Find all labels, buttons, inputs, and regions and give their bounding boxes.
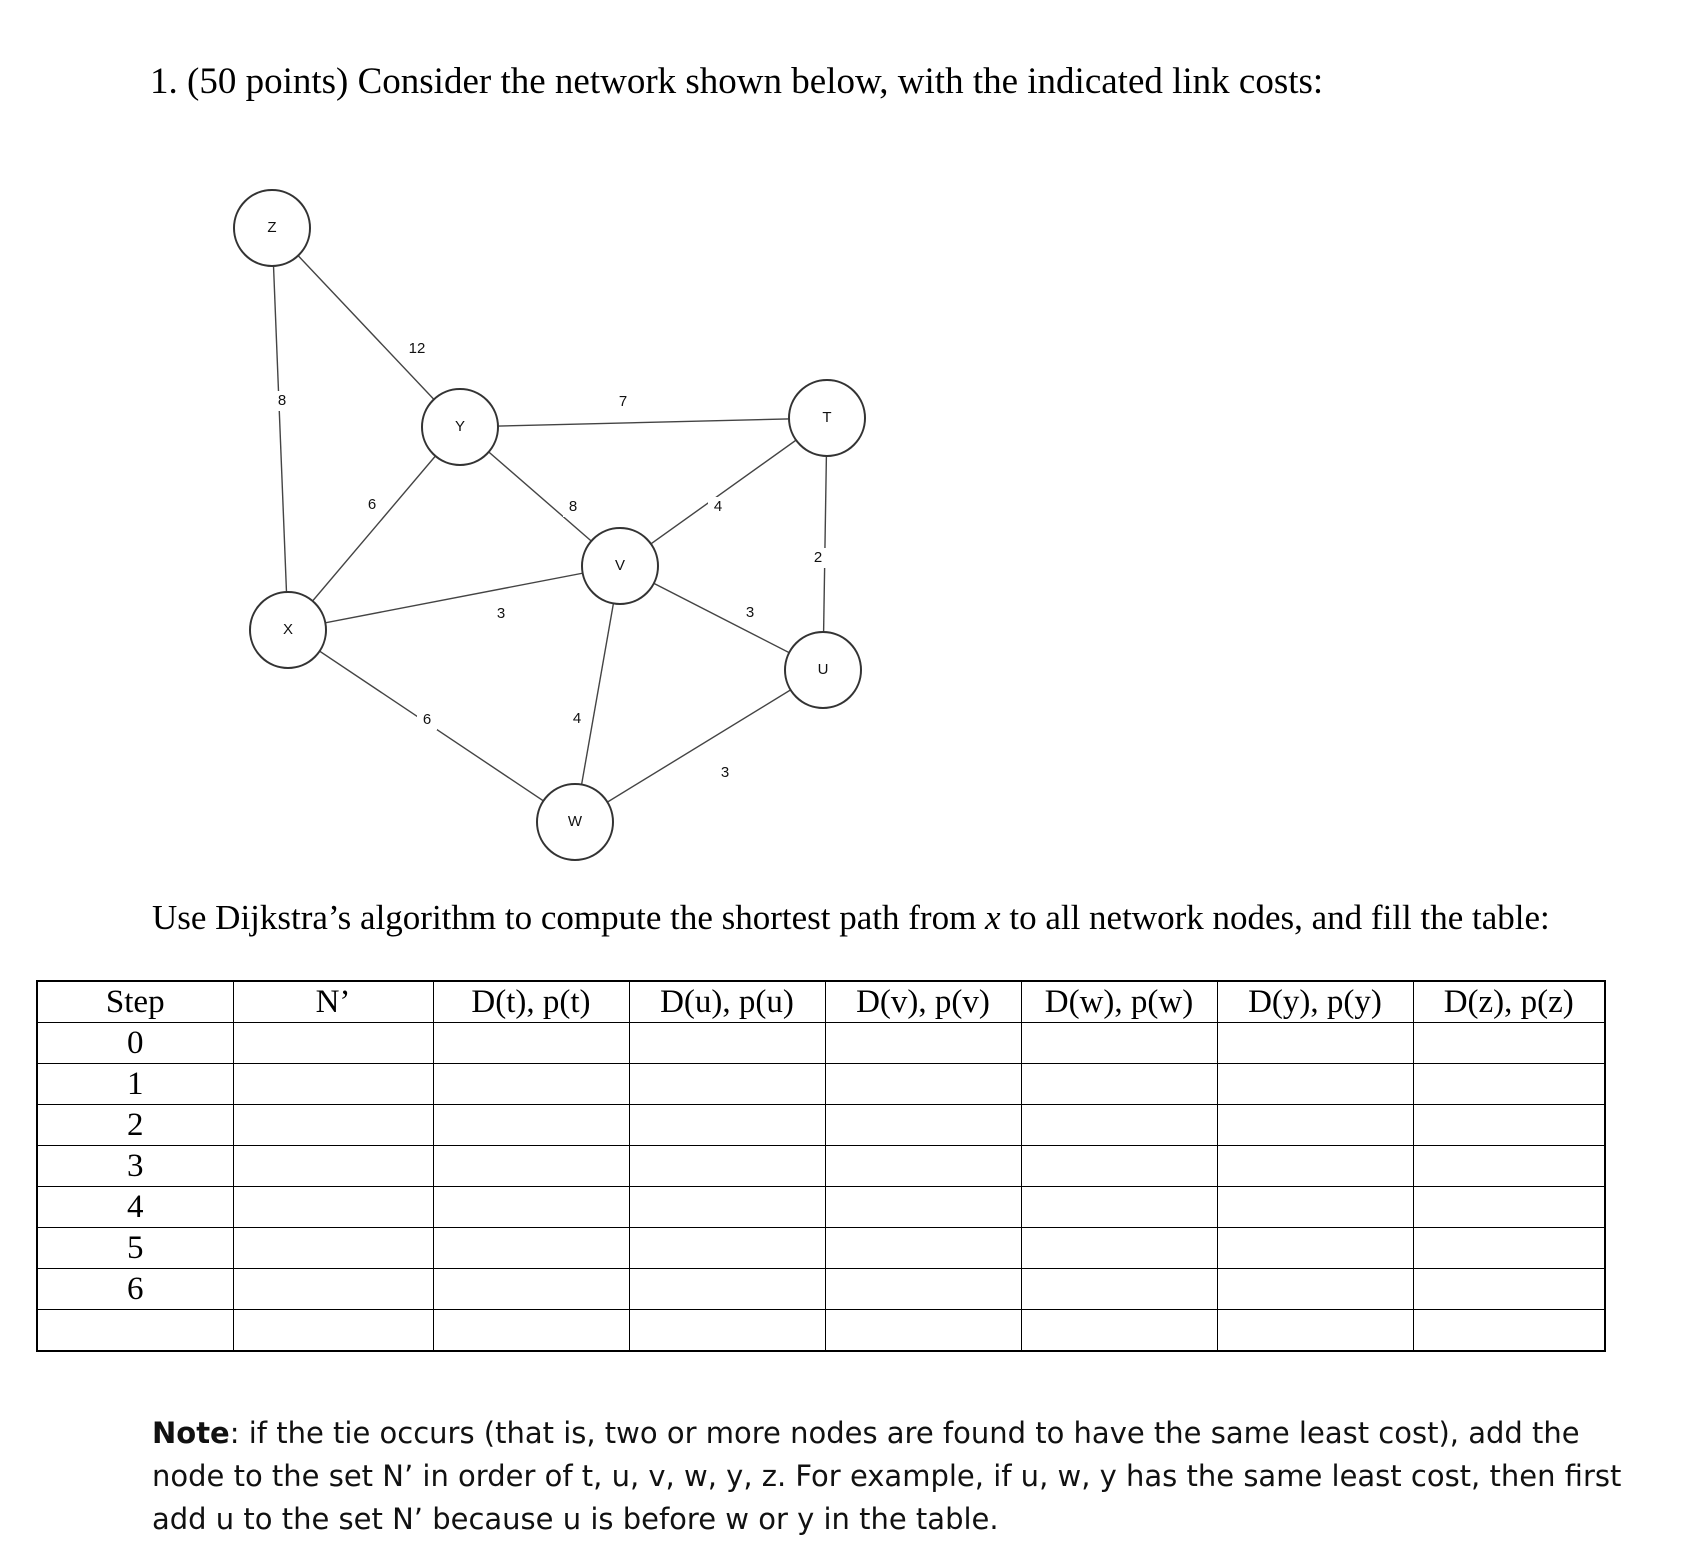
instruction-before: Use Dijkstra’s algorithm to compute the shortest path from	[152, 898, 986, 937]
answer-cell[interactable]	[1021, 1310, 1217, 1352]
edge-y-x	[288, 427, 460, 630]
answer-cell[interactable]	[825, 1269, 1021, 1310]
step-cell: 0	[37, 1023, 233, 1064]
cost-label-v-t: 4	[713, 497, 723, 515]
cost-label-y-x: 6	[367, 495, 377, 513]
node-label-u: U	[817, 660, 829, 678]
cost-label-x-v: 3	[496, 604, 506, 622]
answer-cell[interactable]	[233, 1187, 433, 1228]
answer-cell[interactable]	[1021, 1023, 1217, 1064]
answer-cell[interactable]	[629, 1146, 825, 1187]
answer-cell[interactable]	[1021, 1146, 1217, 1187]
node-label-t: T	[822, 408, 832, 426]
dijkstra-table	[36, 980, 1606, 1352]
step-cell: 6	[37, 1269, 233, 1310]
answer-cell[interactable]	[629, 1105, 825, 1146]
cost-label-v-w: 4	[572, 709, 582, 727]
table-row	[37, 1023, 1605, 1064]
answer-cell[interactable]	[1217, 1310, 1413, 1352]
cost-label-y-t: 7	[618, 392, 628, 410]
step-cell: 5	[37, 1228, 233, 1269]
answer-cell[interactable]	[825, 1228, 1021, 1269]
answer-cell[interactable]	[629, 1023, 825, 1064]
answer-cell[interactable]	[1217, 1269, 1413, 1310]
header-step: Step	[37, 981, 233, 1023]
answer-cell[interactable]	[1413, 1228, 1605, 1269]
answer-cell[interactable]	[433, 1146, 629, 1187]
cost-label-t-u: 2	[813, 548, 823, 566]
header-u: D(u), p(u)	[629, 981, 825, 1023]
step-cell: 4	[37, 1187, 233, 1228]
answer-cell[interactable]	[825, 1187, 1021, 1228]
step-cell: 2	[37, 1105, 233, 1146]
answer-cell[interactable]	[233, 1228, 433, 1269]
answer-cell[interactable]	[1413, 1269, 1605, 1310]
step-cell	[37, 1310, 233, 1352]
answer-cell[interactable]	[1217, 1187, 1413, 1228]
question-text: (50 points) Consider the network shown below, with the indicated link costs:	[187, 61, 1324, 102]
answer-cell[interactable]	[825, 1023, 1021, 1064]
answer-cell[interactable]	[1021, 1105, 1217, 1146]
step-cell: 3	[37, 1146, 233, 1187]
answer-cell[interactable]	[1217, 1064, 1413, 1105]
table-row	[37, 1146, 1605, 1187]
note-body: : if the tie occurs (that is, two or more nodes are found to have the same least cost), add the node to the set N’ in order of t, u, v, w, y, z. For example, if u, w, y has the same least cost, then first add u to the set N’ because u is before w or y in the table.	[152, 1416, 1622, 1536]
cost-label-z-y: 12	[408, 339, 426, 357]
question-number: 1.	[150, 61, 178, 102]
note-text	[152, 1412, 1652, 1541]
edge-y-t	[460, 418, 827, 427]
answer-cell[interactable]	[629, 1269, 825, 1310]
instruction-variable: x	[985, 898, 1001, 937]
instruction-text	[152, 898, 1550, 938]
answer-cell[interactable]	[629, 1310, 825, 1352]
node-label-w: W	[567, 812, 583, 830]
answer-cell[interactable]	[233, 1064, 433, 1105]
answer-cell[interactable]	[1217, 1105, 1413, 1146]
answer-cell[interactable]	[1217, 1023, 1413, 1064]
answer-cell[interactable]	[233, 1269, 433, 1310]
edge-w-u	[572, 670, 823, 822]
table-row	[37, 1269, 1605, 1310]
header-n-prime: N’	[233, 981, 433, 1023]
node-label-z: Z	[267, 218, 277, 236]
network-edges	[272, 228, 827, 822]
answer-cell[interactable]	[233, 1310, 433, 1352]
answer-cell[interactable]	[629, 1187, 825, 1228]
node-label-y: Y	[454, 417, 466, 435]
answer-cell[interactable]	[1021, 1187, 1217, 1228]
header-t: D(t), p(t)	[433, 981, 629, 1023]
cost-label-v-u: 3	[745, 603, 755, 621]
answer-cell[interactable]	[629, 1064, 825, 1105]
cost-label-x-w: 6	[422, 710, 432, 728]
answer-cell[interactable]	[1413, 1105, 1605, 1146]
table-row	[37, 1064, 1605, 1105]
answer-cell[interactable]	[1021, 1269, 1217, 1310]
answer-cell[interactable]	[433, 1269, 629, 1310]
answer-cell[interactable]	[1413, 1310, 1605, 1352]
answer-cell[interactable]	[433, 1064, 629, 1105]
answer-cell[interactable]	[433, 1228, 629, 1269]
answer-cell[interactable]	[1413, 1187, 1605, 1228]
header-w: D(w), p(w)	[1021, 981, 1217, 1023]
instruction-after: to all network nodes, and fill the table:	[1000, 898, 1550, 937]
answer-cell[interactable]	[433, 1105, 629, 1146]
edge-x-v	[288, 566, 620, 630]
answer-cell[interactable]	[433, 1187, 629, 1228]
cost-label-y-v: 8	[568, 497, 578, 515]
answer-cell[interactable]	[825, 1105, 1021, 1146]
edge-z-y	[272, 228, 460, 427]
answer-cell[interactable]	[1413, 1064, 1605, 1105]
network-nodes	[234, 190, 865, 860]
answer-cell[interactable]	[1413, 1023, 1605, 1064]
answer-cell[interactable]	[1217, 1228, 1413, 1269]
table-row	[37, 1310, 1605, 1352]
answer-cell[interactable]	[825, 1064, 1021, 1105]
header-v: D(v), p(v)	[825, 981, 1021, 1023]
table-row	[37, 1105, 1605, 1146]
answer-cell[interactable]	[433, 1310, 629, 1352]
answer-cell[interactable]	[1021, 1064, 1217, 1105]
step-cell: 1	[37, 1064, 233, 1105]
answer-cell[interactable]	[233, 1023, 433, 1064]
network-link-costs	[272, 339, 828, 783]
answer-cell[interactable]	[1217, 1146, 1413, 1187]
answer-cell[interactable]	[433, 1023, 629, 1064]
edge-z-x	[272, 228, 288, 630]
header-y: D(y), p(y)	[1217, 981, 1413, 1023]
node-label-x: X	[282, 620, 294, 638]
answer-cell[interactable]	[1413, 1146, 1605, 1187]
answer-cell[interactable]	[233, 1146, 433, 1187]
answer-cell[interactable]	[629, 1228, 825, 1269]
cost-label-w-u: 3	[720, 763, 730, 781]
node-label-v: V	[614, 556, 626, 574]
answer-cell[interactable]	[825, 1310, 1021, 1352]
answer-cell[interactable]	[1021, 1228, 1217, 1269]
note-label: Note	[152, 1416, 230, 1450]
answer-cell[interactable]	[233, 1105, 433, 1146]
table-row	[37, 1228, 1605, 1269]
table-header-row	[37, 981, 1605, 1023]
table-row	[37, 1187, 1605, 1228]
cost-label-z-x: 8	[277, 391, 287, 409]
header-z: D(z), p(z)	[1413, 981, 1605, 1023]
answer-cell[interactable]	[825, 1146, 1021, 1187]
